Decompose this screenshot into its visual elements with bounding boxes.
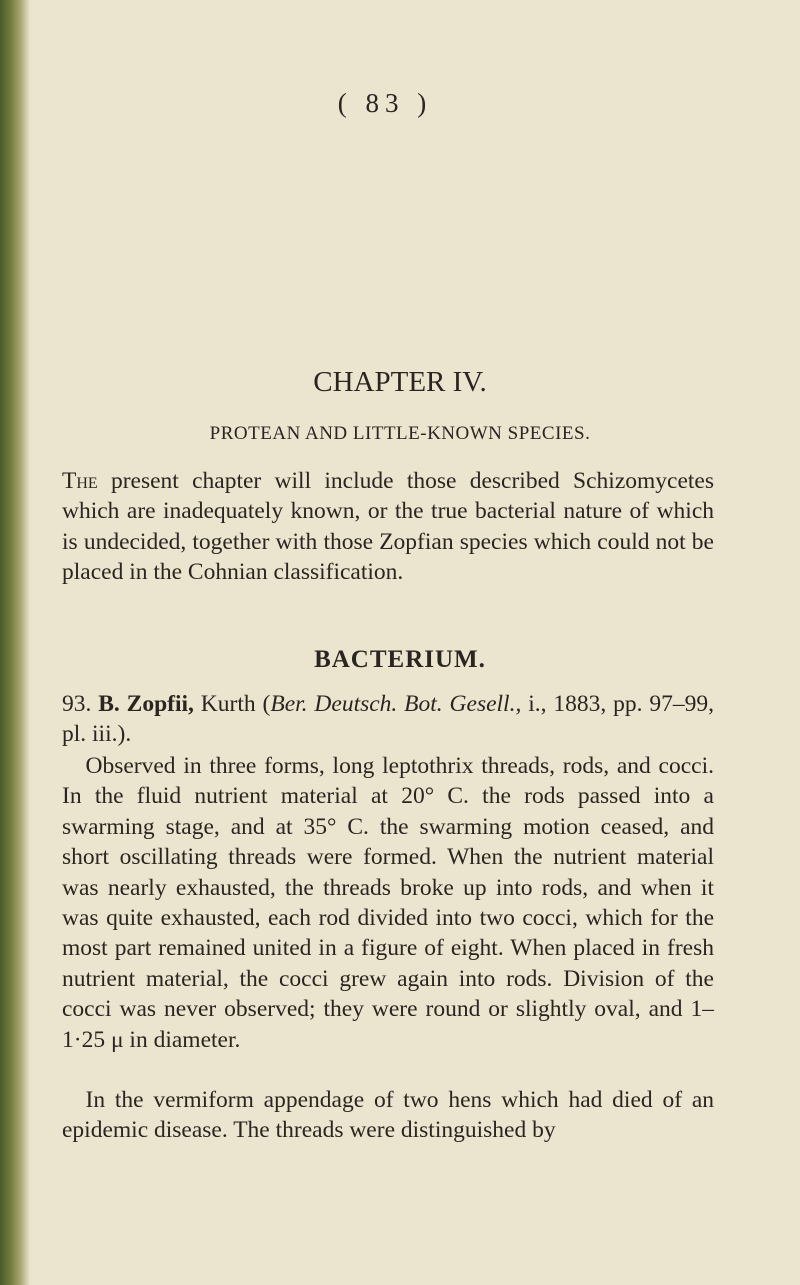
- citation-reference: i., 1883, pp. 97–99, pl. iii.).: [62, 691, 714, 748]
- species-entry: [62, 689, 714, 750]
- entry-number: 93.: [62, 691, 92, 717]
- section-heading: BACTERIUM.: [314, 646, 486, 673]
- species-author: Kurth (: [193, 691, 271, 717]
- description-paragraph: [62, 751, 714, 1055]
- citation-journal: Ber. Deutsch. Bot. Gesell.,: [270, 691, 522, 717]
- chapter-subtitle: PROTEAN AND LITTLE-KNOWN SPECIES.: [209, 423, 591, 444]
- page-number: ( 83 ): [337, 88, 433, 118]
- species-name: B. Zopfii,: [98, 691, 194, 717]
- chapter-title: CHAPTER IV.: [313, 366, 487, 398]
- habitat-paragraph: [62, 1085, 714, 1146]
- intro-text: present chapter will include those described Schizomycetes which are inadequately known, or the true bacterial nature of which is undecided, together with those Zopfian species which could not be placed in the Cohnian classification.: [62, 468, 714, 586]
- habitat-text: In the vermiform appendage of two hens which had died of an epidemic disease. The threads were distinguished by: [62, 1087, 714, 1144]
- description-text: Observed in three forms, long leptothrix threads, rods, and cocci. In the fluid nutrient material at 20° C. the rods passed into a swarming stage, and at 35° C. the swarming motion ceased, and short oscillating threads were formed. When the nutrient material was nearly exhausted, the threads broke up into rods, and when it was quite exhausted, each rod divided into two cocci, which for the most part remained united in a figure of eight. When placed in fresh nutrient material, the cocci grew again into rods. Division of the cocci was never observed; they were round or slightly oval, and 1–1·25 μ in diameter.: [62, 753, 714, 1053]
- intro-paragraph: [62, 466, 714, 588]
- intro-lead-word: The: [62, 468, 98, 494]
